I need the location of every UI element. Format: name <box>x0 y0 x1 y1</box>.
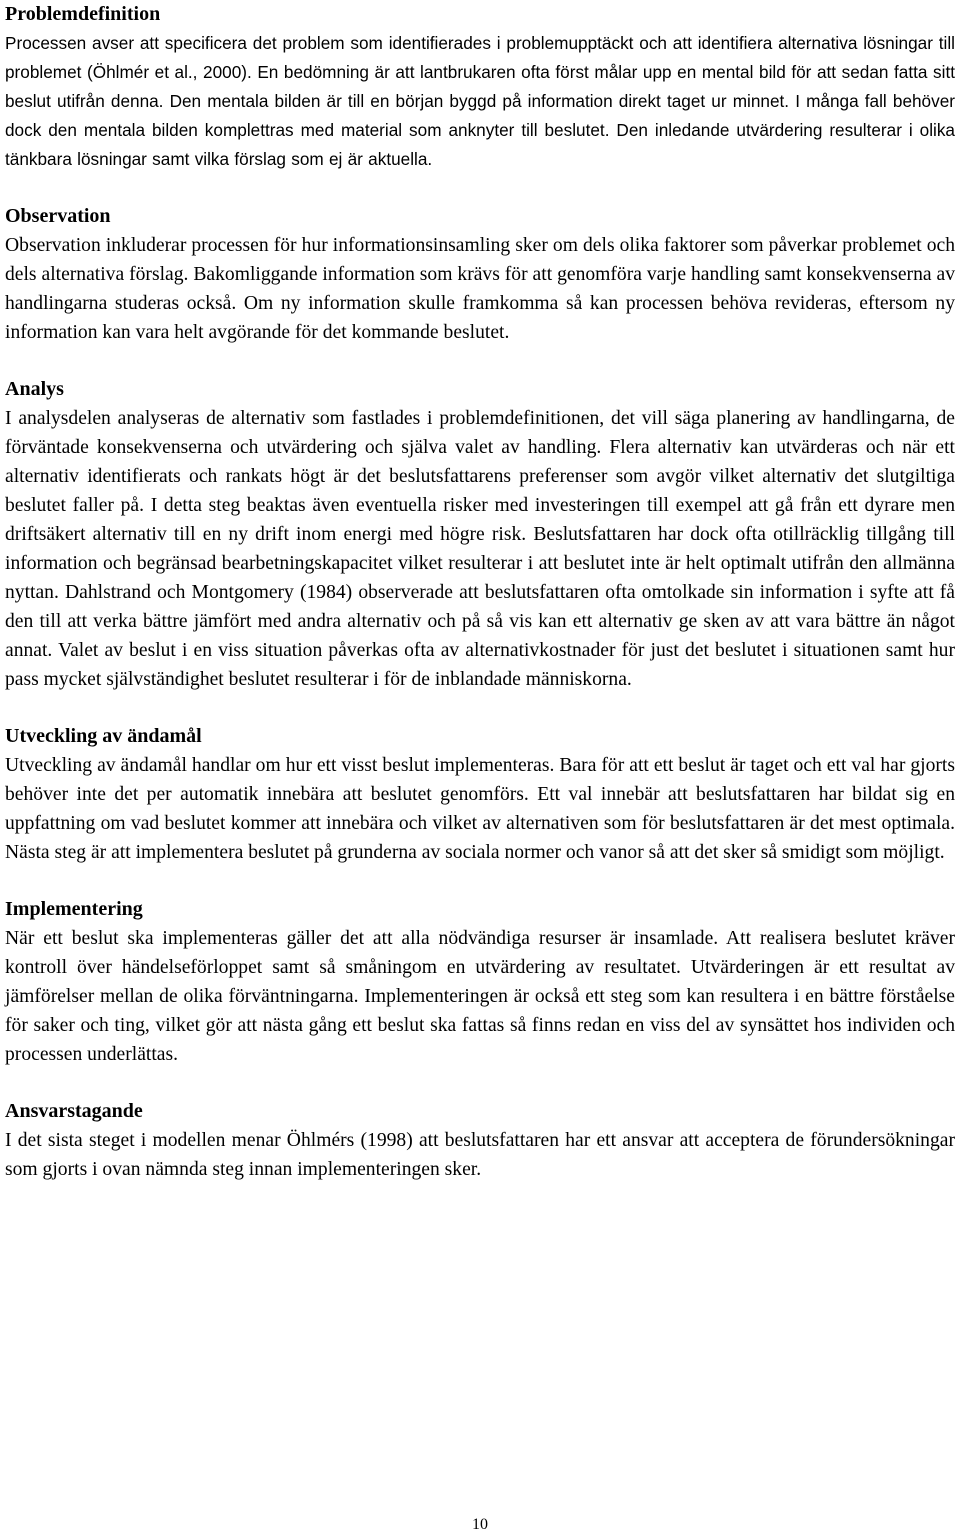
section-paragraph: Observation inkluderar processen för hur informationsinsamling sker om dels olika faktorer som påverkar problemet och dels alternativa förslag. Bakomliggande information som krävs för att genomföra varje handling samt konsekvenserna av handlingarna studeras också. Om ny information skulle framkomma så kan processen behöva revideras, eftersom ny information kan vara helt avgörande för det kommande beslutet. <box>5 235 955 343</box>
document-body <box>5 0 955 1212</box>
section-heading: Problemdefinition <box>5 3 161 25</box>
section-heading: Ansvarstagande <box>5 1100 143 1122</box>
section-paragraph: Processen avser att specificera det problem som identifierades i problemupptäckt och att identifiera alternativa lösningar till problemet (Öhlmér et al., 2000). En bedömning är att lantbrukaren ofta först målar upp en mental bild för att sedan fatta sitt beslut utifrån denna. Den mentala bilden är till en början byggd på information direkt taget ur minnet. I många fall behöver dock den mentala bilden komplettras med material som anknyter till beslutet. Den inledande utvärdering resulterar i olika tänkbara lösningar samt vilka förslag som ej är aktuella. <box>5 33 955 169</box>
section-problemdefinition <box>5 0 955 174</box>
section-observation <box>5 202 955 347</box>
section-heading: Implementering <box>5 898 143 920</box>
section-heading: Utveckling av ändamål <box>5 725 202 747</box>
page-number: 10 <box>472 1516 488 1533</box>
section-implementering <box>5 895 955 1069</box>
section-paragraph: I det sista steget i modellen menar Öhlmérs (1998) att beslutsfattaren har ett ansvar att acceptera de förundersökningar som gjorts i ovan nämnda steg innan implementeringen sker. <box>5 1130 955 1180</box>
section-paragraph: Utveckling av ändamål handlar om hur ett visst beslut implementeras. Bara för att ett beslut är taget och ett val har gjorts behöver inte det per automatik innebära att beslutet genomförs. Ett val innebär att beslutsfattaren har bildat sig en uppfattning om vad beslutet kommer att innebära och vilket av alternativen som för beslutsfattaren är det mest optimala. Nästa steg är att implementera beslutet på grunderna av sociala normer och vanor så att det sker så smidigt som möjligt. <box>5 755 955 863</box>
section-analys <box>5 375 955 694</box>
section-paragraph: I analysdelen analyseras de alternativ som fastlades i problemdefinitionen, det vill säga planering av handlingarna, de förväntade konsekvenserna och utvärdering och själva valet av handling. Flera alternativ kan utvärderas och när ett alternativ identifierats och rankats högt är det beslutsfattarens preferenser som avgör vilket alternativ det slutgiltiga beslutet faller på. I detta steg beaktas även eventuella risker med investeringen till exempel att gå från ett dyrare men driftsäkert alternativ till en ny drift inom energi med högre risk. Beslutsfattaren har dock ofta otillräcklig tillgång till information och begränsad bearbetningskapacitet vilket resulterar i att beslutet inte är helt optimalt utifrån den allmänna nyttan. Dahlstrand och Montgomery (1984) observerade att beslutsfattaren ofta omtolkade sin information i syfte att få den till att verka bättre jämfört med andra alternativ och på så vis kan ett alternativ ge sken av att vara bättre än något annat. Valet av beslut i en viss situation påverkas ofta av alternativkostnader för just det beslutet i situationen samt hur pass mycket självständighet beslutet resulterar i för de inblandade människorna. <box>5 408 955 690</box>
section-ansvarstagande <box>5 1097 955 1184</box>
section-heading: Observation <box>5 205 111 227</box>
section-utveckling-av-andamal <box>5 722 955 867</box>
section-paragraph: När ett beslut ska implementeras gäller det att alla nödvändiga resurser är insamlade. Att realisera beslutet kräver kontroll över händelseförloppet samt så småningom en utvärdering av resultatet. Utvärderingen är ett resultat av jämförelser mellan de olika förväntningarna. Implementeringen är också ett steg som kan resultera i en bättre förståelse för saker och ting, vilket gör att nästa gång ett beslut ska fattas så finns redan en viss del av synsättet hos individen och processen underlättas. <box>5 928 955 1065</box>
section-heading: Analys <box>5 378 64 400</box>
